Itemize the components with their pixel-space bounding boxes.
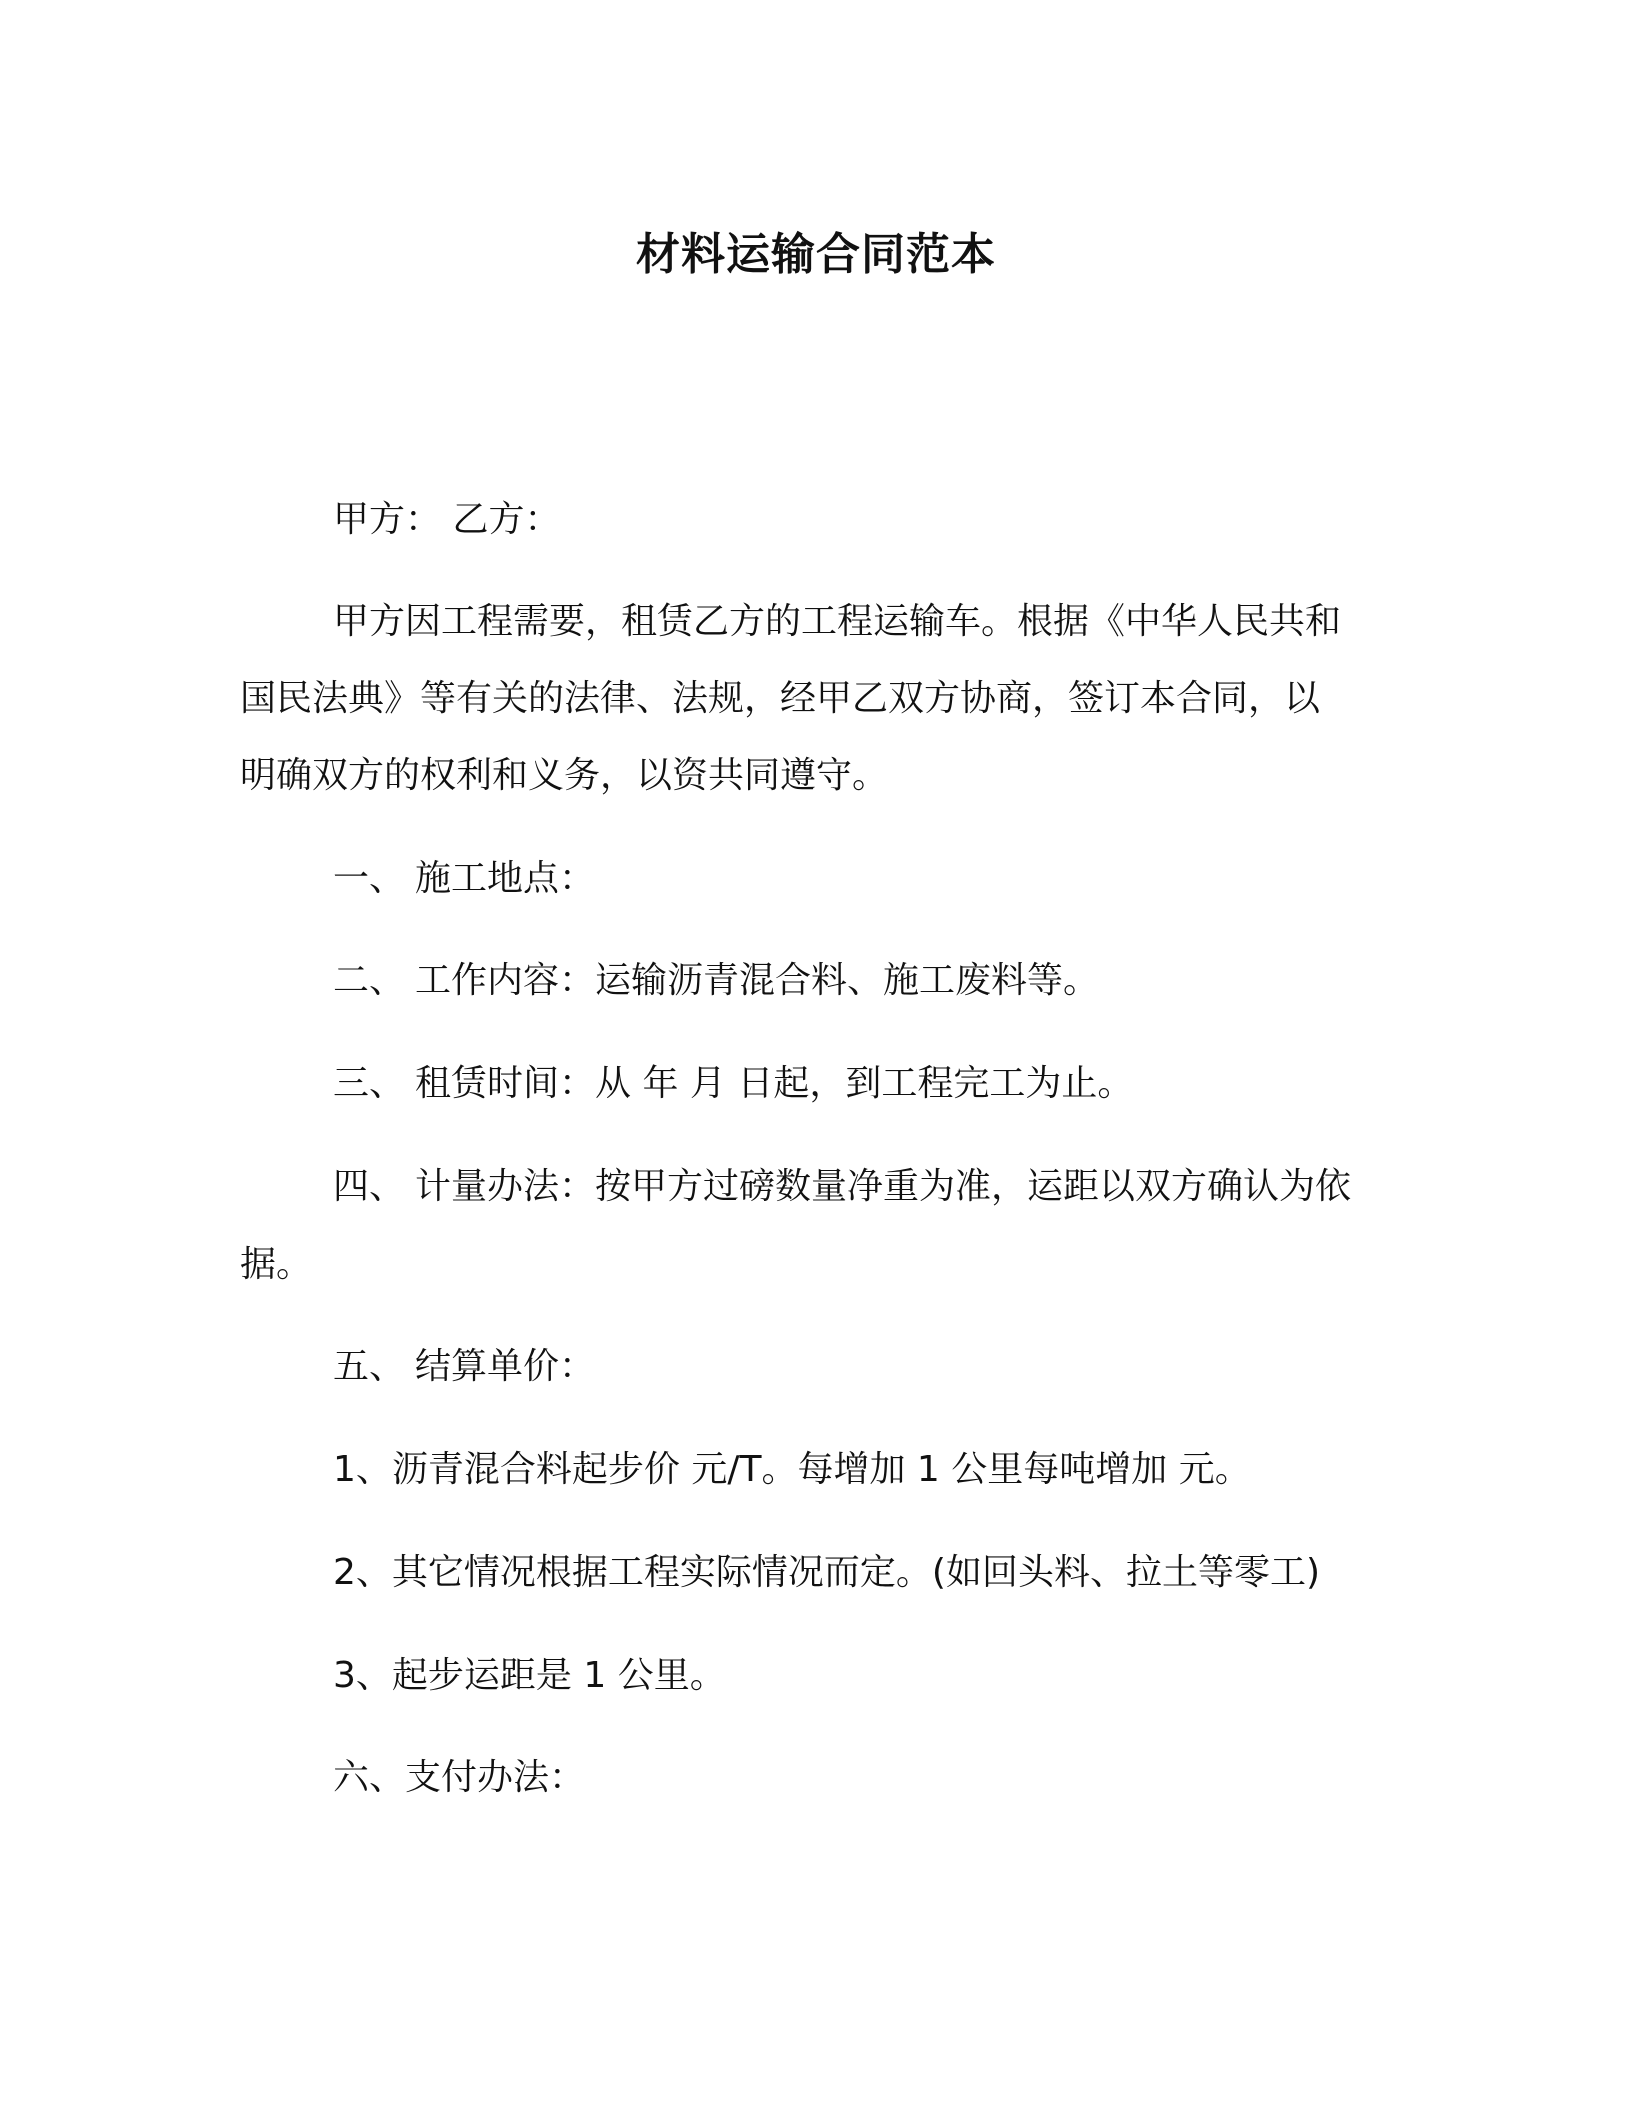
section-6: 六、支付办法： bbox=[333, 1757, 586, 1798]
section-1 bbox=[333, 855, 595, 903]
section-1-text: 施工地点： bbox=[415, 858, 596, 899]
section-1-number: 一、 bbox=[333, 858, 406, 899]
section-2 bbox=[333, 957, 1099, 1005]
section-5 bbox=[333, 1343, 595, 1391]
section-3 bbox=[333, 1060, 1133, 1108]
section-4 bbox=[333, 1163, 1351, 1211]
section-2-number: 二、 bbox=[333, 960, 406, 1001]
section-5-text: 结算单价： bbox=[415, 1346, 596, 1387]
section-4-continuation: 据。 bbox=[240, 1244, 313, 1285]
parties-line: 甲方： 乙方： bbox=[333, 499, 561, 540]
item-1: 1、沥青混合料起步价 元/T。每增加 1 公里每吨增加 元。 bbox=[333, 1449, 1251, 1490]
intro-line-2: 国民法典》等有关的法律、法规，经甲乙双方协商，签订本合同，以 bbox=[240, 678, 1321, 719]
section-4-number: 四、 bbox=[333, 1166, 406, 1207]
section-3-number: 三、 bbox=[333, 1063, 406, 1104]
section-3-text: 租赁时间：从 年 月 日起，到工程完工为止。 bbox=[415, 1063, 1134, 1104]
document-title: 材料运输合同范本 bbox=[636, 229, 996, 280]
section-5-number: 五、 bbox=[333, 1346, 406, 1387]
item-2: 2、其它情况根据工程实际情况而定。(如回头料、拉土等零工) bbox=[333, 1552, 1320, 1593]
item-3: 3、起步运距是 1 公里。 bbox=[333, 1655, 726, 1696]
section-2-text: 工作内容：运输沥青混合料、施工废料等。 bbox=[415, 960, 1100, 1001]
intro-line-3: 明确双方的权利和义务，以资共同遵守。 bbox=[240, 755, 889, 796]
section-4-text: 计量办法：按甲方过磅数量净重为准，运距以双方确认为依 bbox=[415, 1166, 1352, 1207]
intro-line-1: 甲方因工程需要，租赁乙方的工程运输车。根据《中华人民共和 bbox=[333, 601, 1342, 642]
